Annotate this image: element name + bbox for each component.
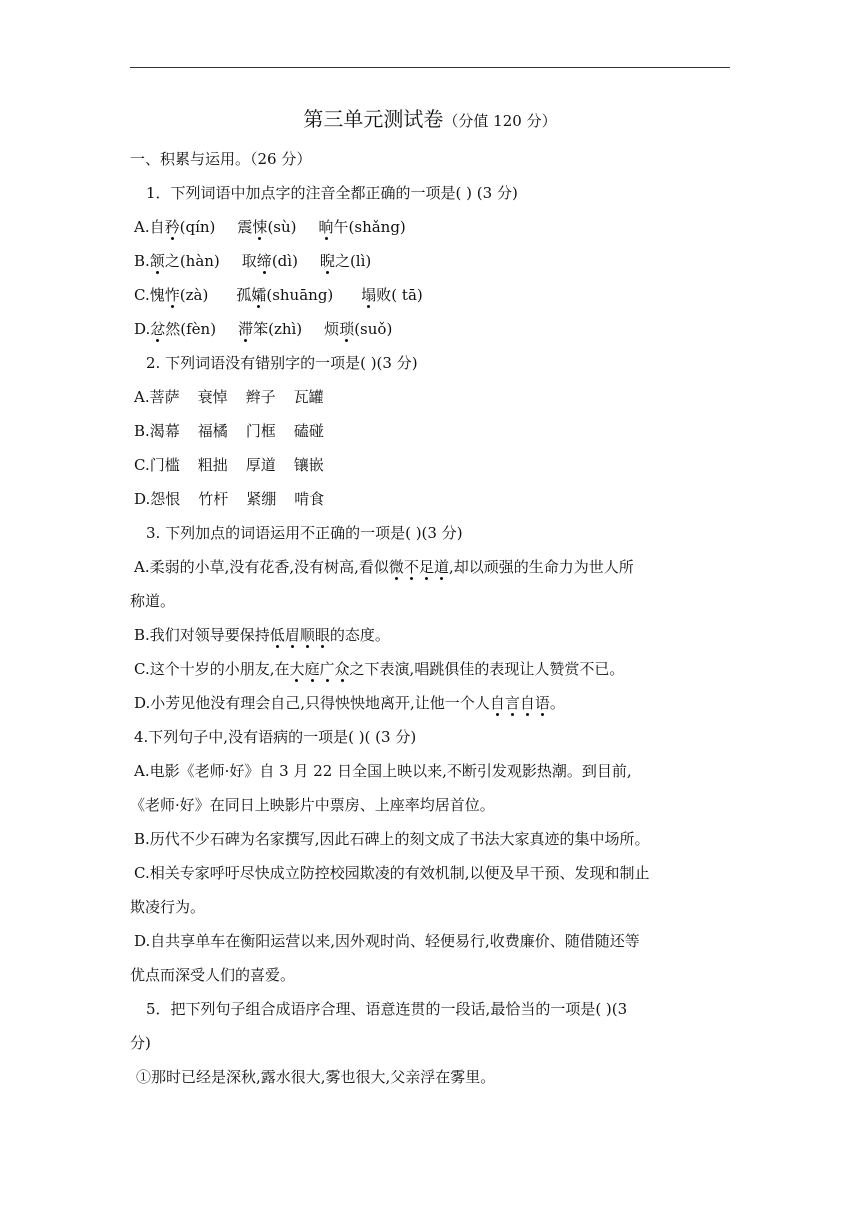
q4-stem: 4.下列句子中,没有语病的一项是( )( (3 分)	[134, 728, 417, 746]
word: 磕碰	[293, 422, 324, 440]
q1-option-d	[134, 318, 739, 340]
word: 厚道	[245, 456, 276, 474]
dotted-char: 大	[289, 660, 305, 678]
dotted-char: 睨	[319, 252, 335, 270]
word: 瓦罐	[293, 388, 324, 406]
word: D.怨恨	[134, 490, 181, 508]
word: 粗拙	[197, 456, 228, 474]
dotted-char: 晌	[318, 218, 334, 236]
dotted-char: 滞	[238, 320, 254, 338]
text: 。	[549, 694, 565, 712]
q3-stem: 3. 下列加点的词语运用不正确的一项是( )(3 分)	[146, 524, 463, 542]
text: 愧	[149, 286, 165, 304]
word: 衰悼	[197, 388, 228, 406]
option-label: A.	[134, 218, 150, 236]
word: 啃食	[294, 490, 325, 508]
option-label: C.	[134, 286, 150, 304]
text: 取	[241, 252, 257, 270]
word: 竹杆	[198, 490, 229, 508]
header-rule	[130, 67, 730, 68]
text: 败( tā)	[376, 286, 423, 304]
q2-option-b	[134, 420, 739, 442]
text: 自	[149, 218, 165, 236]
q4-option-d: D.自共享单车在衡阳运营以来,因外观时尚、轻便易行,收费廉价、随借随还等	[134, 932, 640, 950]
text: 然(fèn)	[165, 320, 217, 338]
dotted-char: 缔	[256, 252, 272, 270]
text: C.这个十岁的小朋友,在	[134, 660, 290, 678]
title-score: （分值 120 分）	[443, 112, 557, 130]
dotted-char: 眼	[314, 626, 330, 644]
q2-option-d	[134, 488, 739, 510]
q5-stem-cont: 分)	[130, 1034, 151, 1052]
text: 烦	[324, 320, 340, 338]
q1-option-b	[134, 250, 739, 272]
q3-option-a	[134, 556, 739, 578]
dotted-char: 低	[269, 626, 285, 644]
option-label: D.	[134, 320, 151, 338]
dotted-char: 不	[403, 558, 419, 576]
q3-option-d	[134, 692, 739, 714]
q1-option-c	[134, 284, 739, 306]
text: D.小芳见他没有理会自己,只得怏怏地离开,让他一个人	[134, 694, 490, 712]
word: B.渴幕	[134, 422, 180, 440]
q5-sentence-1: ①那时已经是深秋,露水很大,雾也很大,父亲浮在雾里。	[136, 1068, 496, 1086]
text: ,却以顽强的生命力为世人所	[448, 558, 634, 576]
text: (qín)	[179, 218, 216, 236]
page-title	[0, 104, 860, 136]
text: 之(lì)	[334, 252, 372, 270]
text: (zà)	[179, 286, 209, 304]
text: A.柔弱的小草,没有花香,没有树高,看似	[134, 558, 389, 576]
dotted-char: 颔	[149, 252, 165, 270]
dotted-char: 忿	[150, 320, 166, 338]
word: 福橘	[197, 422, 228, 440]
text: (suǒ)	[354, 320, 393, 338]
word: 辫子	[245, 388, 276, 406]
q2-option-a	[134, 386, 739, 408]
dotted-char: 广	[319, 660, 335, 678]
word: 镶嵌	[293, 456, 324, 474]
text: 午(shǎng)	[333, 218, 406, 236]
text: 孤	[236, 286, 252, 304]
text: (sù)	[267, 218, 297, 236]
dotted-char: 矜	[164, 218, 180, 236]
q3-option-c	[134, 658, 739, 680]
text: 之(hàn)	[164, 252, 220, 270]
dotted-char: 顺	[299, 626, 315, 644]
text: 的态度。	[329, 626, 390, 644]
dotted-char: 自	[519, 694, 535, 712]
word: A.菩萨	[134, 388, 180, 406]
q3-option-a-cont: 称道。	[130, 592, 176, 610]
q3-option-b	[134, 624, 739, 646]
dotted-char: 微	[388, 558, 404, 576]
q4-option-d-cont: 优点而深受人们的喜爱。	[130, 966, 296, 984]
dotted-char: 孀	[251, 286, 267, 304]
dotted-char: 足	[418, 558, 434, 576]
text: 之下表演,唱跳俱佳的表现让人赞赏不已。	[349, 660, 625, 678]
q4-option-a: A.电影《老师·好》自 3 月 22 日全国上映以来,不断引发观影热潮。到目前,	[134, 762, 632, 780]
dotted-char: 自	[489, 694, 505, 712]
title-main: 第三单元测试卷	[303, 107, 444, 131]
dotted-char: 琐	[339, 320, 355, 338]
q2-option-c	[134, 454, 739, 476]
dotted-char: 众	[334, 660, 350, 678]
q2-stem: 2. 下列词语没有错别字的一项是( )(3 分)	[146, 354, 418, 372]
dotted-char: 眉	[284, 626, 300, 644]
word: 门框	[245, 422, 276, 440]
section-heading: 一、积累与运用。（26 分）	[130, 150, 312, 168]
word: C.门槛	[134, 456, 180, 474]
dotted-char: 语	[534, 694, 550, 712]
text: 震	[237, 218, 253, 236]
dotted-char: 塌	[361, 286, 377, 304]
dotted-char: 道	[433, 558, 449, 576]
text: 笨(zhì)	[253, 320, 303, 338]
word: 紧绷	[246, 490, 277, 508]
dotted-char: 悚	[252, 218, 268, 236]
text: (shuāng)	[266, 286, 334, 304]
dotted-char: 庭	[304, 660, 320, 678]
option-label: B.	[134, 252, 150, 270]
q5-stem: 5．把下列句子组合成语序合理、语意连贯的一段话,最恰当的一项是( )(3	[146, 1000, 628, 1018]
dotted-char: 怍	[164, 286, 180, 304]
q4-option-c: C.相关专家呼吁尽快成立防控校园欺凌的有效机制,以便及早干预、发现和制止	[134, 864, 650, 882]
text: B.我们对领导要保持	[134, 626, 270, 644]
text: (dì)	[271, 252, 298, 270]
q4-option-a-cont: 《老师·好》在同日上映影片中票房、上座率均居首位。	[130, 796, 495, 814]
q4-option-c-cont: 欺凌行为。	[130, 898, 206, 916]
q1-option-a	[134, 216, 739, 238]
q1-stem: 1．下列词语中加点字的注音全都正确的一项是( ) (3 分)	[146, 184, 518, 202]
dotted-char: 言	[504, 694, 520, 712]
q4-option-b: B.历代不少石碑为名家撰写,因此石碑上的刻文成了书法大家真迹的集中场所。	[134, 830, 650, 848]
